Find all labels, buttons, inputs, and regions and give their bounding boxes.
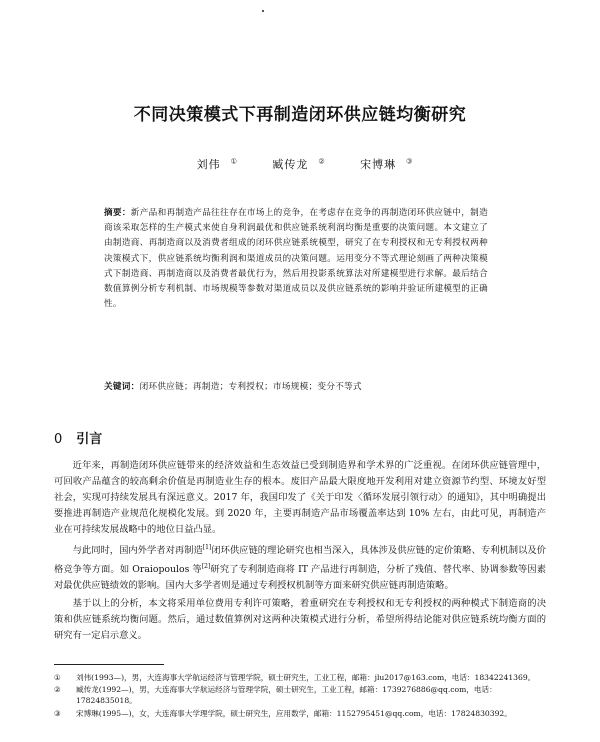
footnote-text: 臧传龙(1992—)，男，大连海事大学航运经济与管理学院，硕士研究生，工业工程，邮箱：1739276886@qq.com，电话：17824835018。 [76,685,497,706]
author-name: 宋博琳 [360,158,397,171]
footnote [54,684,546,706]
citation: [2] [201,563,211,571]
footnotes [54,672,546,720]
abstract-text: 新产品和再制造产品往往存在市场上的竞争，在考虑存在竞争的再制造闭环供应链中，制造商该采取怎样的生产模式来使自身利润最优和供应链系统利润均衡是重要的决策问题。本文建立了由制造商、再制造商以及消费者组成的闭环供应链系统模型，研究了在专利授权和无专利授权两种决策模式下，供应链系统均衡利润和渠道成员的决策问题。运用变分不等式理论刻画了两种决策模式下制造商、再制造商以及消费者最优行为，然后用投影系统算法对所建模型进行求解。最后结合数值算例分析专利机制、市场规模等参数对渠道成员以及供应链系统的影响并验证所建模型的正确性。 [104,208,488,310]
author-1 [187,158,238,171]
keywords-text: 闭环供应链；再制造；专利授权；市场规模；变分不等式 [139,382,362,392]
paragraph: 近年来，再制造闭环供应链带来的经济效益和生态效益已受到制造界和学术界的广泛重视。在闭环供应链管理中，可回收产品蕴含的较高剩余价值是再制造业生存的根本。废旧产品最大限度地开发利用对建立资源节约型、环境友好型社会，实现可持续发展具有深远意义。2017 年，我国印发了《关于印发〈循环发展引领行动〉的通知》，其中明确提出要推进再制造产业规范化规模化发展。到 2020 年，主要再制造产品市场覆盖率达到 10% 左右，由此可见，再制造产业在可持续发展战略中的地位日益凸显。 [54,460,546,535]
footnote-text: 宋博琳(1995—)，女，大连海事大学理学院，硕士研究生，应用数学，邮箱：1152795451@qq.com，电话：17824830392。 [76,708,512,718]
footnote [54,708,546,719]
footnote-mark: ① [54,673,61,682]
author-line [0,156,600,172]
paragraph [54,540,546,594]
citation: [1] [202,544,212,551]
paragraph-segment: 闭环供应链的理论研究也相当深入，具体涉及供应链的定价策略、专利机制以及价格竞争等方面。如 Oraiopoulos 等 [54,545,546,576]
footnote-divider [54,664,164,665]
section-number: 0 [54,432,63,447]
author-footnote-mark: ② [318,157,326,166]
keywords [104,380,488,395]
footnote [54,672,546,683]
author-footnote-mark: ① [230,157,238,166]
author-3 [350,158,413,171]
footnote-mark: ③ [54,708,61,718]
footnote-mark: ② [54,685,61,695]
keywords-label: 关键词： [104,382,140,392]
body-text [54,458,546,646]
footnote-text: 刘伟(1993—)，男，大连海事大学航运经济与管理学院，硕士研究生，工业工程，邮箱：jlu2017@163.com，电话：18342241369。 [76,673,536,682]
paper-title: 不同决策模式下再制造闭环供应链均衡研究 [133,105,467,125]
section-heading [54,428,102,447]
author-2 [262,158,325,171]
author-name: 刘伟 [196,158,221,171]
author-name: 臧传龙 [272,158,309,171]
abstract [104,206,488,312]
paragraph: 基于以上的分析，本文将采用单位费用专利许可策略，着重研究在专利授权和无专利授权的两种模式下制造商的决策和供应链系统均衡问题。然后，通过数值算例对这两种决策模式进行分析，希望所得结论能对供应链系统均衡方面的研究有一定启示意义。 [54,598,546,642]
author-footnote-mark: ③ [406,157,414,166]
abstract-label: 摘要： [104,208,131,218]
section-title: 引言 [76,432,103,447]
paragraph-segment: 研究了专利制造商将 IT 产品进行再制造，分析了残值、替代率、协调参数等因素对最优供应链绩效的影响。国内大多学者则是通过专利授权机制等方面来研究供应链再制造策略。 [54,564,546,592]
scan-speck [262,10,264,12]
paragraph-segment: 与此同时，国内外学者对再制造 [72,545,203,557]
